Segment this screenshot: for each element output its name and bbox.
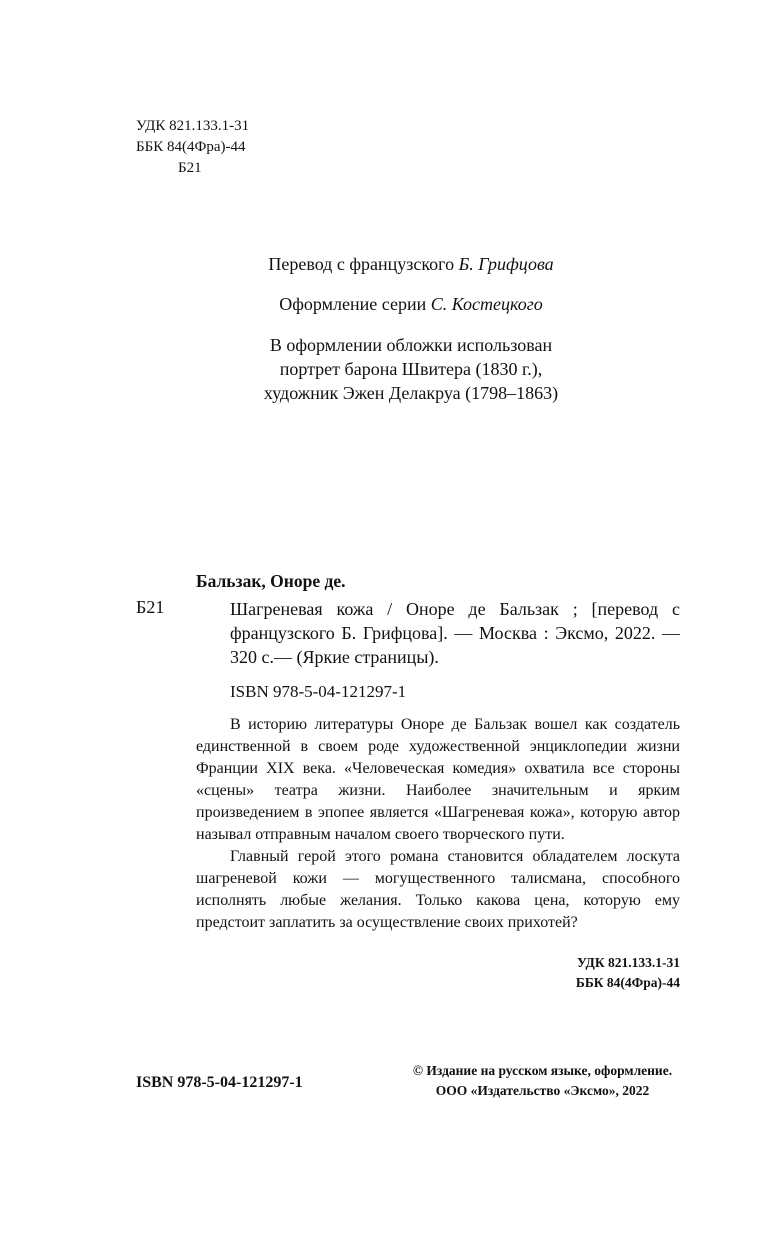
translation-credit — [0, 252, 768, 276]
cover-credit-line: портрет барона Швитера (1830 г.), — [279, 359, 543, 379]
record-author-mark: Б21 — [136, 597, 165, 617]
bbk-code: ББК 84(4Фра)-44 — [136, 139, 246, 155]
series-designer-name: С. Костецкого — [430, 294, 543, 314]
cover-credit-line: художник Эжен Делакруа (1798–1863) — [263, 383, 559, 403]
copyright-line: ООО «Издательство «Эксмо», 2022 — [435, 1083, 650, 1098]
classification-block — [136, 116, 249, 179]
record-udk: УДК 821.133.1-31 — [577, 955, 680, 970]
copyright-line: © Издание на русском языке, оформление. — [412, 1063, 673, 1078]
translation-prefix: Перевод с французского — [268, 254, 459, 274]
bibliographic-description — [196, 597, 680, 669]
translator-name: Б. Грифцова — [458, 254, 554, 274]
description-text: Шагреневая кожа / Оноре де Бальзак ; [перевод с французского Б. Грифцова]. — Москва : Эксмо, 2022. — 320 с.— (Яркие страницы). — [230, 599, 680, 667]
series-design-prefix: Оформление серии — [279, 294, 431, 314]
record-isbn: ISBN 978-5-04-121297-1 — [230, 682, 407, 701]
copyright-notice — [400, 1061, 685, 1101]
author-heading: Бальзак, Оноре де. — [196, 571, 346, 591]
footer-isbn: ISBN 978-5-04-121297-1 — [136, 1074, 303, 1091]
udk-code: УДК 821.133.1-31 — [136, 118, 250, 134]
annotation-paragraph: В историю литературы Оноре де Бальзак вошел как создатель единственной в своем роде художественной энциклопедии жизни Франции XIX века. «Человеческая комедия» охватила все стороны «сцены» театра жизни. Наиболее значительным и ярким произведением в эпопее является «Шагреневая кожа», которую автор называл отправным началом своего творческого пути. — [196, 716, 680, 843]
series-design-credit — [0, 292, 768, 316]
cover-credit — [0, 333, 768, 405]
cover-credit-line: В оформлении обложки использован — [269, 335, 553, 355]
annotation — [196, 714, 680, 934]
annotation-paragraph: Главный герой этого романа становится обладателем лоскута шагреневой кожи — могущественного талисмана, способного исполнять любые желания. Только какова цена, которую ему предстоит заплатить за осуществление своих прихотей? — [196, 848, 680, 931]
record-classification — [500, 953, 680, 993]
author-mark: Б21 — [178, 160, 202, 176]
record-bbk: ББК 84(4Фра)-44 — [575, 975, 680, 990]
